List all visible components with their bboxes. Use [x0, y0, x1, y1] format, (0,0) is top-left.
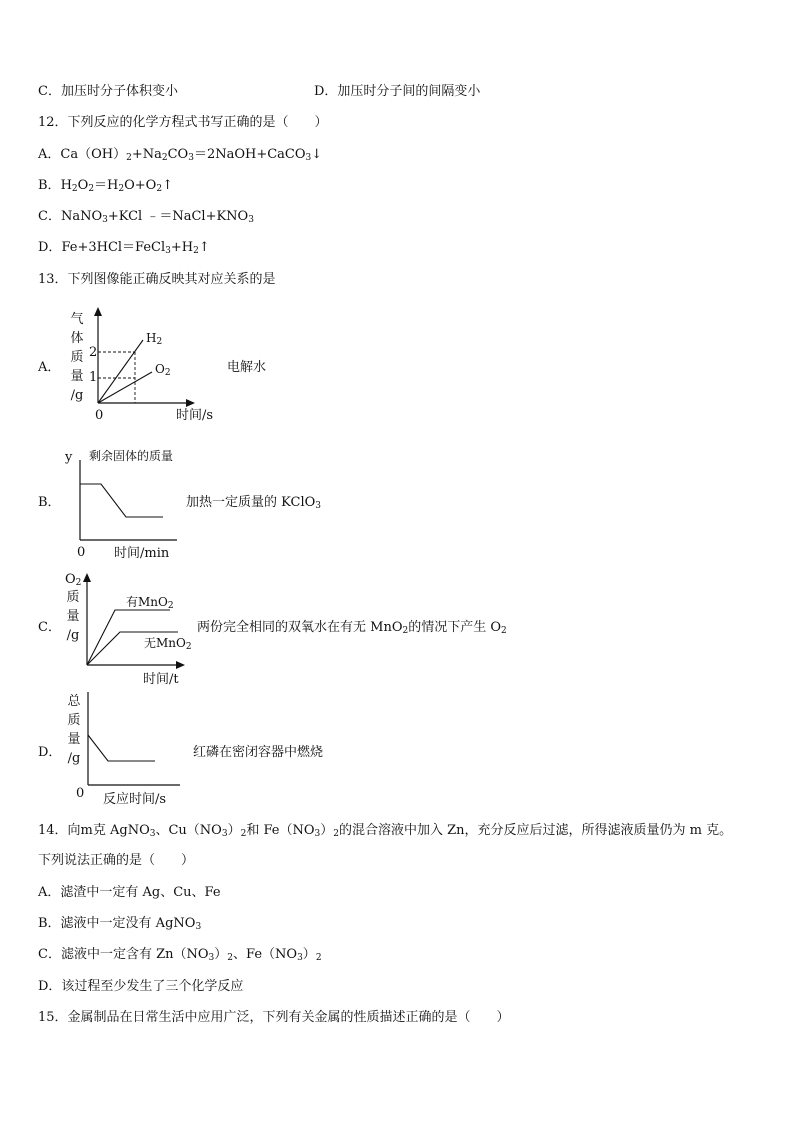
subscript: 3: [315, 501, 321, 511]
ylabel-char: 量: [67, 732, 81, 747]
option-text: C．滤液中一定含有 Zn（NO: [38, 947, 209, 962]
desc-text: 加热一定质量的 KClO: [186, 495, 316, 510]
subscript: 3: [165, 246, 171, 256]
stem-text: ）: [320, 823, 334, 838]
formula-part: H: [60, 178, 72, 193]
formula-part: CO: [167, 147, 189, 162]
subscript: 2: [156, 184, 163, 194]
subscript: 2: [185, 642, 192, 652]
q15-stem: 15．金属制品在日常生活中应用广泛，下列有关金属的性质描述正确的是（ ）: [38, 1010, 510, 1025]
q13-option-c-label: C．: [38, 620, 61, 635]
graph-b-ylabel: 剩余固体的质量: [89, 449, 174, 463]
q11-option-c: C．加压时分子体积变小: [38, 84, 178, 99]
q14-stem: [38, 822, 732, 840]
graph-d-origin: 0: [76, 786, 85, 801]
graph-b-y-letter: y: [65, 450, 73, 465]
ylabel-char: 质: [66, 590, 80, 605]
graph-a-desc: 电解水: [227, 360, 267, 375]
stem-text: 的混合溶液中加入 Zn，充分反应后过滤，所得滤液质量仍为 m 克。: [338, 823, 733, 838]
q12-stem: 12．下列反应的化学方程式书写正确的是（ ）: [38, 115, 328, 130]
formula-part: +KCl ﹣＝NaCl+KNO: [107, 209, 249, 224]
formula-part: Ca（OH）: [60, 147, 127, 162]
q13-stem: 13．下列图像能正确反映其对应关系的是: [38, 272, 276, 287]
ylabel-char: 气: [70, 312, 84, 327]
label-main: O: [65, 572, 76, 587]
ylabel-char: 体: [70, 331, 84, 346]
subscript: 2: [118, 184, 125, 194]
q13-option-b-label: B．: [38, 495, 61, 510]
q14-option-b: [38, 915, 201, 933]
q14-stem-line2: 下列说法正确的是（ ）: [38, 853, 195, 868]
subscript: 3: [149, 829, 156, 839]
subscript: 2: [167, 601, 174, 611]
graph-a-tick-1: 1: [89, 370, 98, 385]
ylabel-char: 量: [66, 609, 80, 624]
ylabel-char: /g: [66, 628, 80, 643]
subscript: 2: [227, 953, 234, 963]
stem-text: 14．向m克 AgNO: [38, 823, 150, 838]
stem-text: ）: [227, 823, 241, 838]
q14-option-d: D．该过程至少发生了三个化学反应: [38, 979, 244, 994]
subscript: 2: [240, 829, 247, 839]
subscript: 2: [161, 153, 168, 163]
option-text: ）: [302, 947, 316, 962]
subscript: 3: [208, 953, 215, 963]
subscript: 2: [315, 953, 322, 963]
graph-b-origin: 0: [77, 545, 86, 560]
subscript: 3: [305, 153, 312, 163]
subscript: 3: [248, 215, 254, 225]
q14-option-a: A．滤渣中一定有 Ag、Cu、Fe: [38, 885, 221, 900]
formula-part: +H: [170, 240, 194, 255]
formula-part: NaNO: [60, 209, 103, 224]
q13-option-d-label: D．: [38, 745, 62, 760]
gas-arrow: ↑: [162, 178, 173, 193]
formula-part: Fe+3HCl＝FeCl: [61, 240, 166, 255]
subscript: 2: [156, 337, 163, 347]
ylabel-char: /g: [67, 751, 81, 766]
formula-part: O+O: [124, 178, 157, 193]
option-text: 、Fe（NO: [233, 947, 298, 962]
subscript: 2: [193, 246, 199, 256]
subscript: 3: [297, 953, 303, 963]
subscript: 3: [221, 829, 228, 839]
subscript: 2: [71, 184, 78, 194]
ylabel-char: 质: [70, 350, 84, 365]
q14-option-c: [38, 946, 322, 964]
subscript: 2: [75, 578, 82, 588]
precipitate-arrow: ↓: [311, 147, 323, 162]
subscript: 3: [314, 829, 321, 839]
graph-a-xlabel: 时间/s: [176, 408, 214, 423]
label-main: H: [146, 331, 157, 345]
desc-text: 两份完全相同的双氧水在有无 MnO: [197, 620, 403, 635]
gas-arrow: ↑: [198, 240, 210, 255]
formula-part: O: [77, 178, 89, 193]
option-label: A．: [38, 147, 61, 162]
option-text: B．滤液中一定没有 AgNO: [38, 916, 196, 931]
subscript: 3: [102, 215, 108, 225]
graph-b-xlabel: 时间/min: [114, 546, 170, 561]
subscript: 2: [333, 829, 339, 839]
graph-a-tick-2: 2: [89, 345, 98, 360]
label-main: O: [155, 362, 165, 376]
ylabel-char: 总: [67, 694, 81, 709]
graph-d-desc: 红磷在密闭容器中燃烧: [193, 745, 324, 760]
subscript: 2: [501, 626, 507, 636]
subscript: 2: [88, 184, 95, 194]
stem-text: 和 Fe（NO: [246, 823, 315, 838]
formula-part: ＝H: [94, 178, 119, 193]
option-label: C．: [38, 209, 61, 224]
label-main: 无MnO: [144, 636, 186, 650]
ylabel-char: 质: [67, 713, 81, 728]
option-label: B．: [38, 178, 61, 193]
ylabel-char: 量: [70, 369, 84, 384]
subscript: 2: [402, 626, 409, 636]
graph-a-origin: 0: [95, 408, 104, 423]
stem-text: 、Cu（NO: [155, 823, 222, 838]
subscript: 3: [195, 922, 202, 932]
option-text: ）: [214, 947, 228, 962]
q11-option-d: D．加压时分子间的间隔变小: [314, 84, 481, 99]
label-main: 有MnO: [126, 595, 168, 609]
formula-part: ＝2NaOH+CaCO: [193, 147, 306, 162]
ylabel-char: /g: [70, 388, 84, 403]
subscript: 2: [164, 368, 171, 378]
graph-d-xlabel: 反应时间/s: [103, 792, 167, 807]
subscript: 2: [126, 153, 132, 163]
q13-option-a-label: A．: [38, 360, 61, 375]
graph-c-xlabel: 时间/t: [143, 672, 179, 687]
graph-d-curve: [88, 735, 155, 761]
option-label: D．: [38, 240, 62, 255]
subscript: 3: [188, 153, 194, 163]
desc-text: 的情况下产生 O: [408, 620, 502, 635]
formula-part: +Na: [131, 147, 162, 162]
